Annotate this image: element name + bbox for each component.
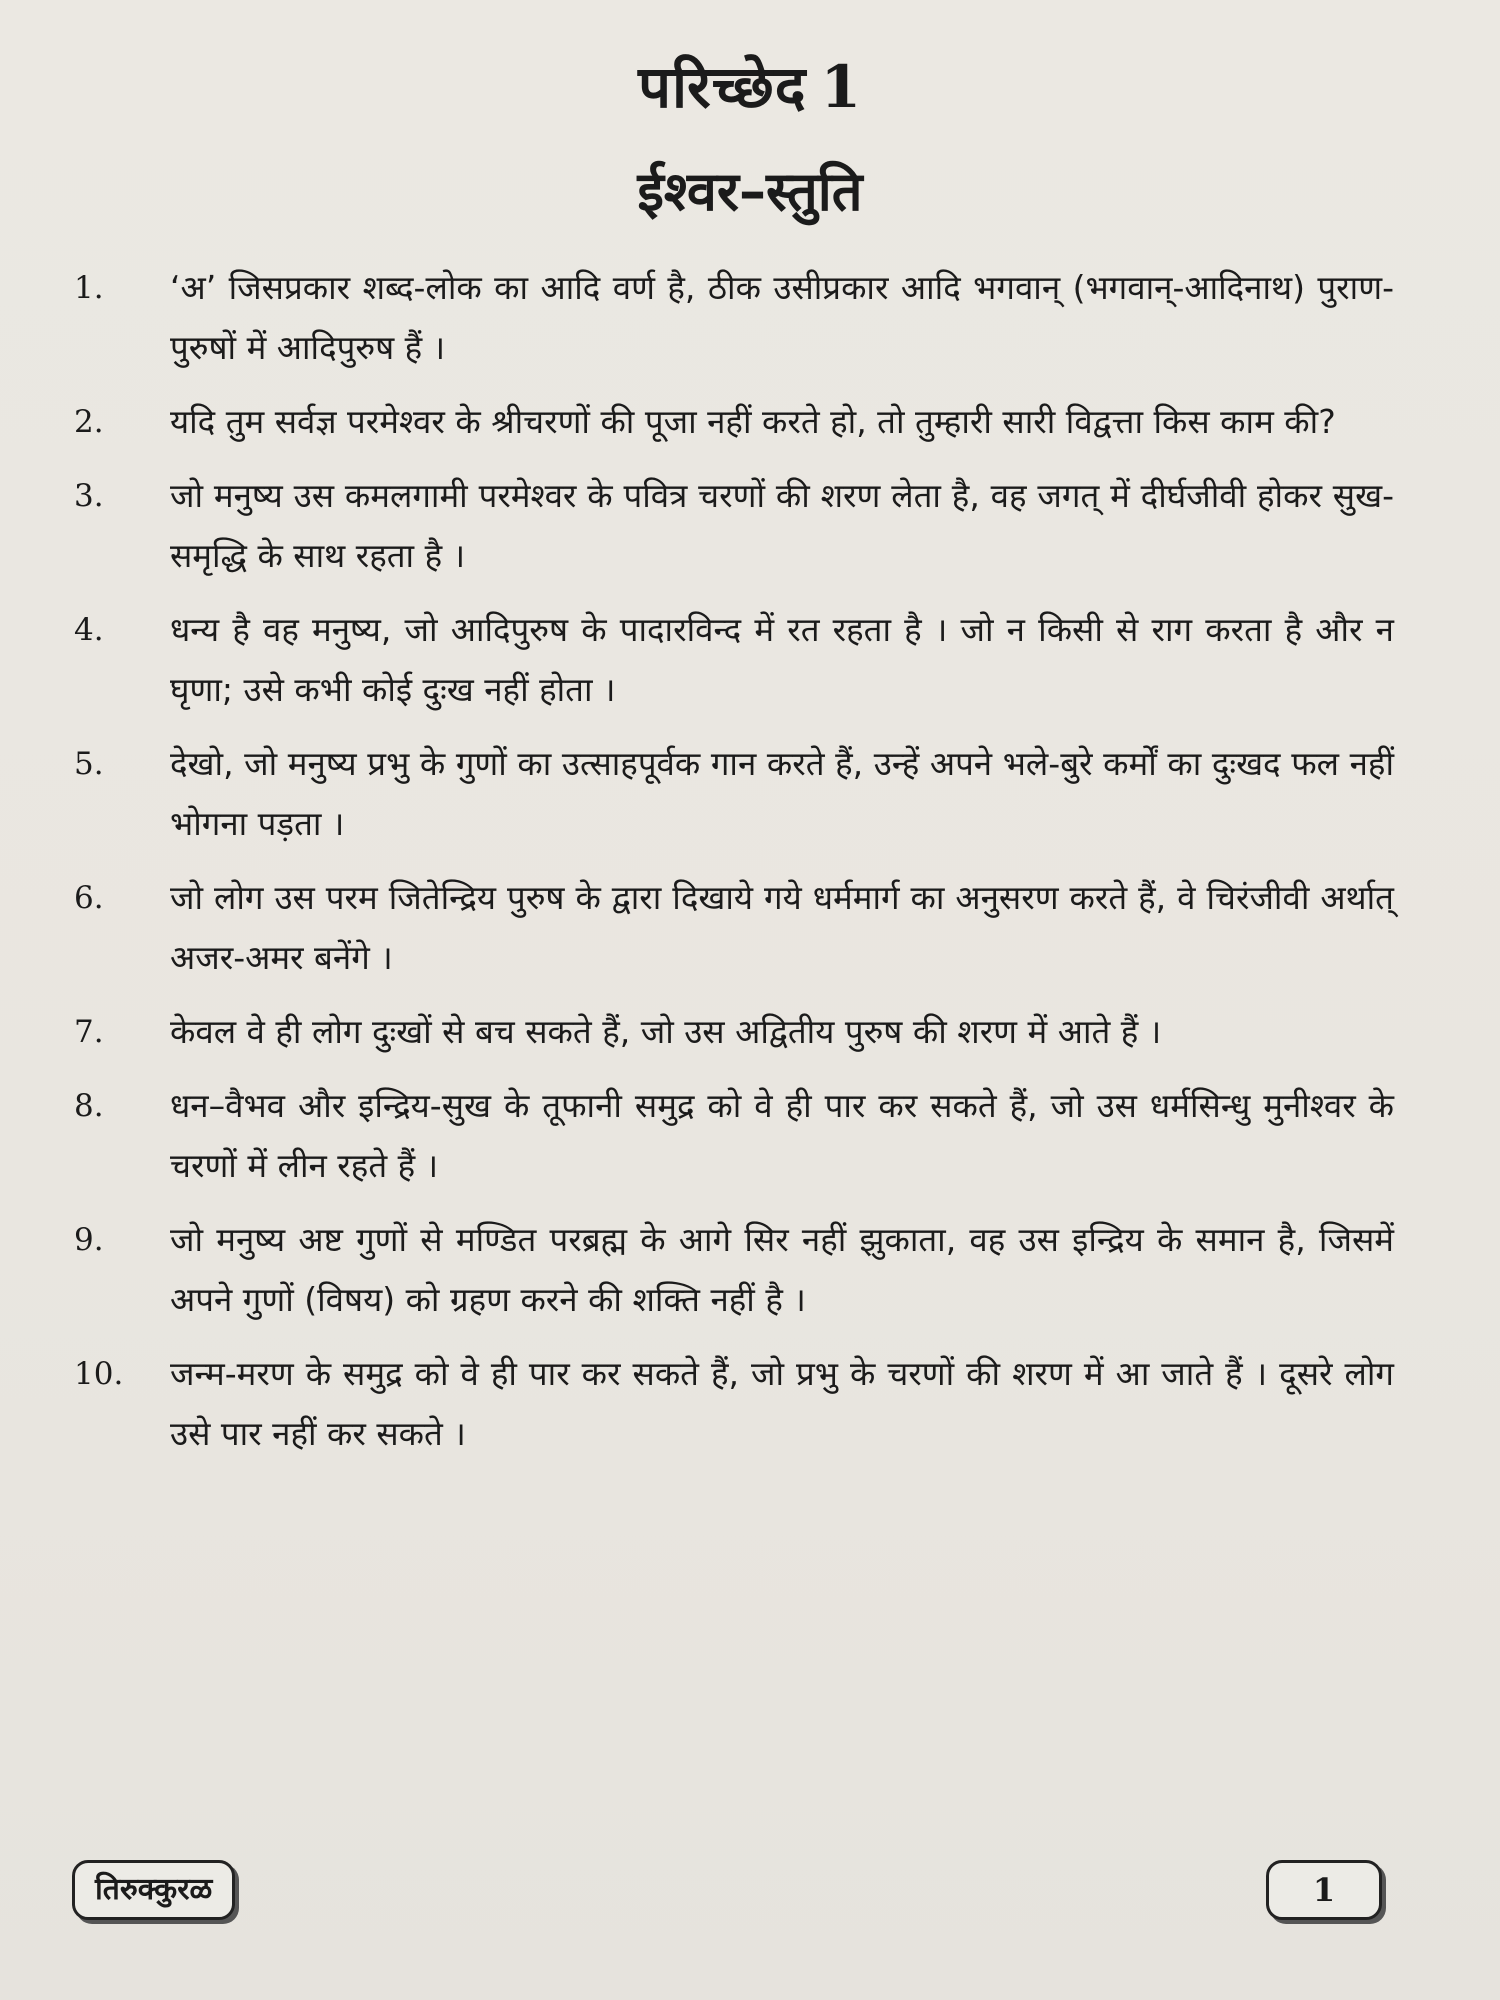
verse-item [74,1002,1394,1062]
verse-item [74,258,1394,378]
verse-text: धन्य है वह मनुष्य, जो आदिपुरुष के पादारविन्द में रत रहता है । जो न किसी से राग करता है और न घृणा; उसे कभी कोई दुःख नहीं होता । [170,610,1394,709]
verse-number: 4. [74,612,104,648]
verse-text: जन्म-मरण के समुद्र को वे ही पार कर सकते हैं, जो प्रभु के चरणों की शरण में आ जाते हैं । दूसरे लोग उसे पार नहीं कर सकते । [170,1354,1394,1453]
verse-number: 9. [74,1222,104,1258]
verse-text: केवल वे ही लोग दुःखों से बच सकते हैं, जो उस अद्वितीय पुरुष की शरण में आते हैं । [170,1012,1162,1051]
chapter-label: परिच्छेद [638,53,807,121]
verse-number: 10. [74,1356,124,1392]
section-title: ईश्वर–स्तुति [637,160,863,223]
verse-item [74,392,1394,452]
book-title-badge: तिरुक्कुरळ [72,1860,235,1920]
verse-text: यदि तुम सर्वज्ञ परमेश्वर के श्रीचरणों की पूजा नहीं करते हो, तो तुम्हारी सारी विद्वत्ता किस काम की? [170,402,1336,441]
verse-item [74,868,1394,988]
verse-text: जो लोग उस परम जितेन्द्रिय पुरुष के द्वारा दिखाये गये धर्ममार्ग का अनुसरण करते हैं, वे चिरंजीवी अर्थात् अजर-अमर बनेंगे । [170,878,1394,977]
verse-number: 8. [74,1088,104,1124]
verse-item [74,600,1394,720]
verse-text: जो मनुष्य उस कमलगामी परमेश्वर के पवित्र चरणों की शरण लेता है, वह जगत् में दीर्घजीवी होकर सुख-समृद्धि के साथ रहता है । [170,476,1394,575]
page-number-badge: 1 [1266,1860,1382,1920]
verse-text: ‘अ’ जिसप्रकार शब्द-लोक का आदि वर्ण है, ठीक उसीप्रकार आदि भगवान् (भगवान्-आदिनाथ) पुराण-पुरुषों में आदिपुरुष हैं । [170,268,1394,367]
chapter-heading [0,45,1500,124]
chapter-number: 1 [820,53,862,121]
verse-item [74,734,1394,854]
verse-number: 3. [74,478,104,514]
verse-number: 7. [74,1014,104,1050]
verse-item [74,466,1394,586]
verse-list [74,258,1394,1478]
verse-item [74,1076,1394,1196]
verse-number: 6. [74,880,104,916]
verse-number: 2. [74,404,104,440]
verse-item [74,1344,1394,1464]
verse-text: जो मनुष्य अष्ट गुणों से मण्डित परब्रह्म के आगे सिर नहीं झुकाता, वह उस इन्द्रिय के समान है, जिसमें अपने गुणों (विषय) को ग्रहण करने की शक्ति नहीं है । [170,1220,1394,1319]
verse-number: 1. [74,270,104,306]
verse-text: धन–वैभव और इन्द्रिय-सुख के तूफानी समुद्र को वे ही पार कर सकते हैं, जो उस धर्मसिन्धु मुनीश्वर के चरणों में लीन रहते हैं । [170,1086,1394,1185]
verse-item [74,1210,1394,1330]
verse-number: 5. [74,746,104,782]
verse-text: देखो, जो मनुष्य प्रभु के गुणों का उत्साहपूर्वक गान करते हैं, उन्हें अपने भले-बुरे कर्मों का दुःखद फल नहीं भोगना पड़ता । [170,744,1394,843]
